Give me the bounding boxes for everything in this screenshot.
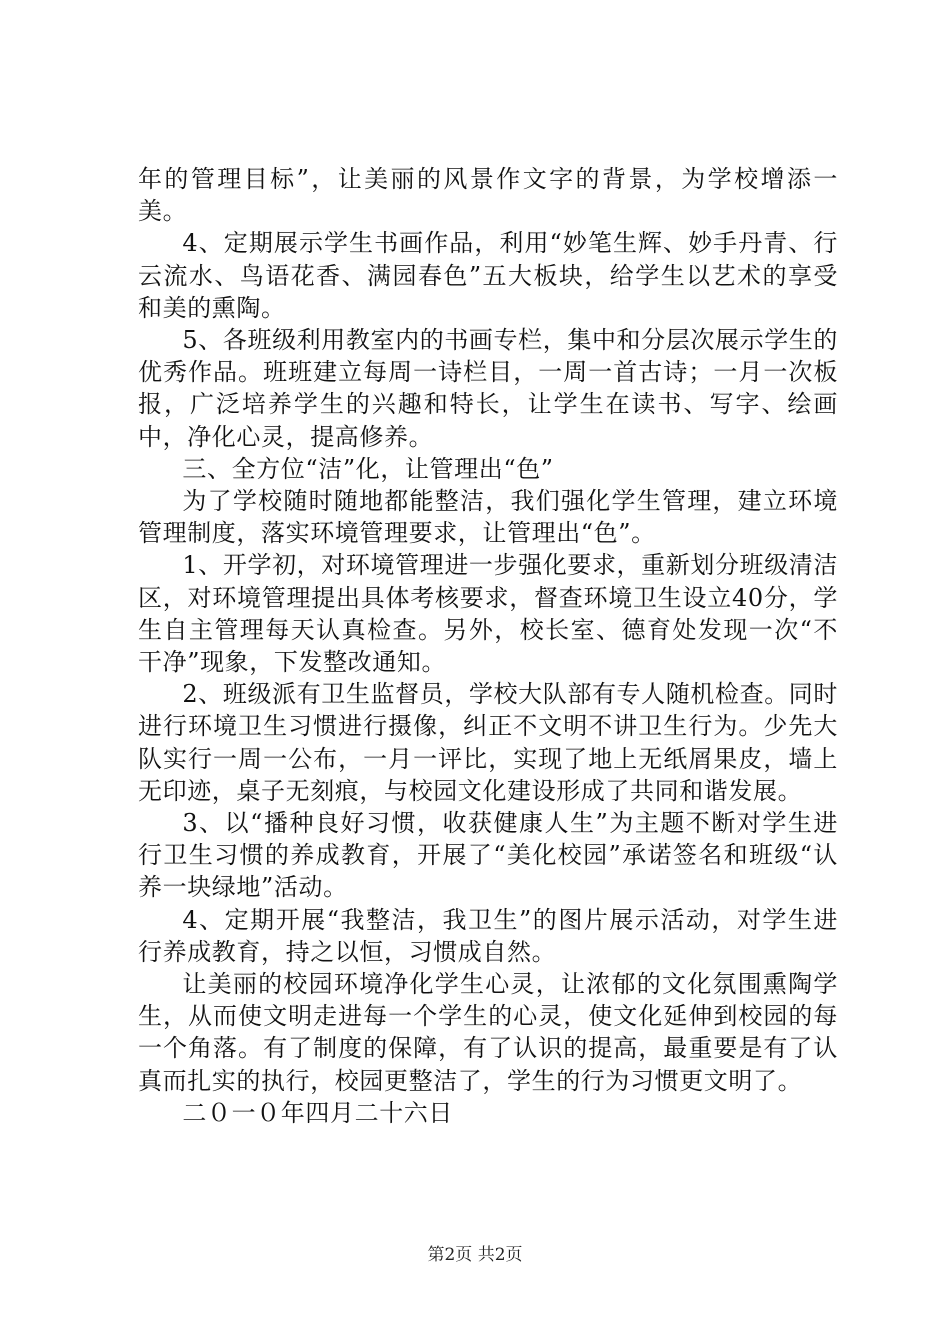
paragraph-conclusion: 让美丽的校园环境净化学生心灵，让浓郁的文化氛围熏陶学生，从而使文明走进每一个学生的心灵，使文化延伸到校园的每一个角落。有了制度的保障，有了认识的提高，最重要是有了认真而扎实的执行，校园更整洁了，学生的行为习惯更文明了。 — [138, 970, 838, 1095]
document-body — [138, 163, 838, 1129]
page-number-footer: 第2页 共2页 — [427, 1245, 523, 1265]
paragraph-item-5-class-display: 5、各班级利用教室内的书画专栏，集中和分层次展示学生的优秀作品。班班建立每周一诗栏目，一周一首古诗；一月一次板报，广泛培养学生的兴趣和特长，让学生在读书、写字、绘画中，净化心灵，提高修养。 — [138, 326, 838, 451]
paragraph-item-2-supervision: 2、班级派有卫生监督员，学校大队部有专人随机检查。同时进行环境卫生习惯进行摄像，纠正不文明不讲卫生行为。少先大队实行一周一公布，一月一评比，实现了地上无纸屑果皮，墙上无印迹，桌子无刻痕，与校园文化建设形成了共同和谐发展。 — [138, 680, 838, 805]
section-heading-3: 三、全方位“洁”化，让管理出“色” — [182, 454, 554, 483]
paragraph-item-4-artwork: 4、定期展示学生书画作品，利用“妙笔生辉、妙手丹青、行云流水、鸟语花香、满园春色”五大板块，给学生以艺术的享受和美的熏陶。 — [138, 229, 838, 322]
paragraph-item-1-environment: 1、开学初，对环境管理进一步强化要求，重新划分班级清洁区，对环境管理提出具体考核要求，督查环境卫生设立40分，学生自主管理每天认真检查。另外，校长室、德育处发现一次“不干净”现象，下发整改通知。 — [138, 551, 838, 677]
paragraph-section-intro: 为了学校随时随地都能整洁，我们强化学生管理，建立环境管理制度，落实环境管理要求，让管理出“色”。 — [138, 487, 838, 548]
document-date: 二０一０年四月二十六日 — [182, 1098, 453, 1127]
paragraph-item-4-photo-display: 4、定期开展“我整洁，我卫生”的图片展示活动，对学生进行养成教育，持之以恒，习惯成自然。 — [138, 905, 838, 966]
paragraph-continuation: 年的管理目标”，让美丽的风景作文字的背景，为学校增添一美。 — [138, 165, 838, 226]
paragraph-item-3-habits: 3、以“播种良好习惯，收获健康人生”为主题不断对学生进行卫生习惯的养成教育，开展了“美化校园”承诺签名和班级“认养一块绿地”活动。 — [138, 809, 838, 902]
